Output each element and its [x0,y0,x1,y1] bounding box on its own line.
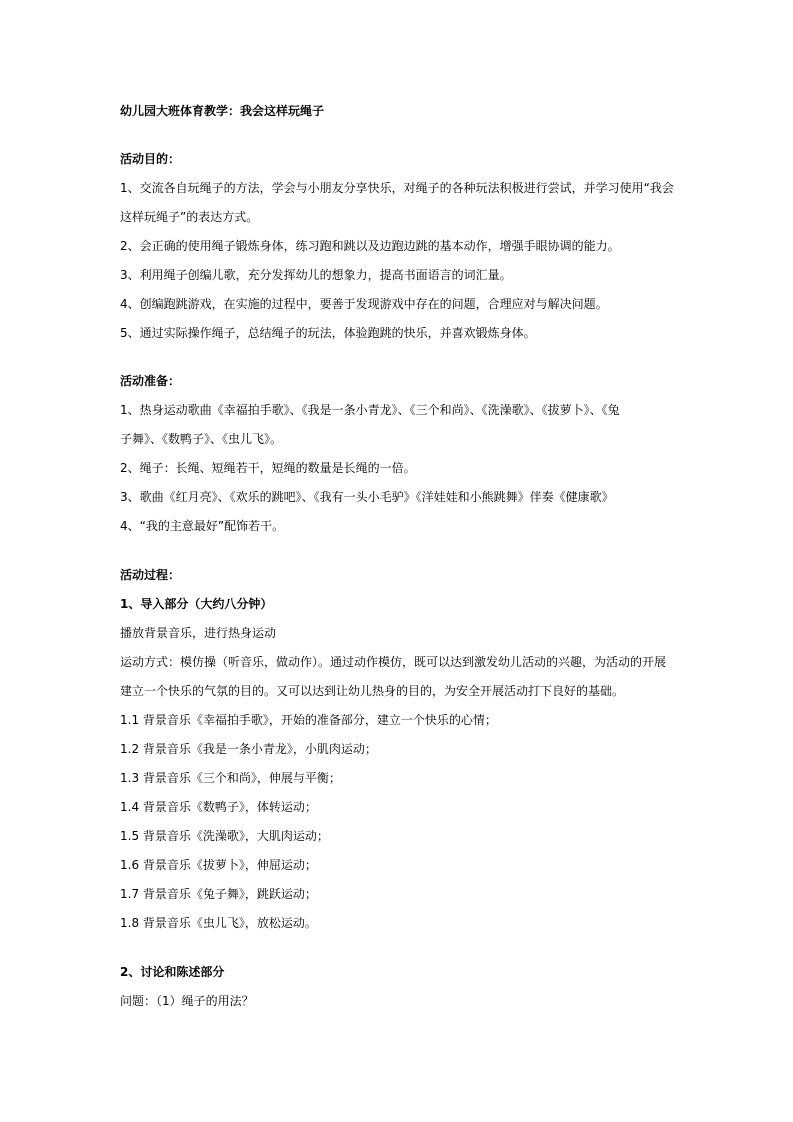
goals-item: 2、会正确的使用绳子锻炼身体，练习跑和跳以及边跑边跳的基本动作，增强手眼协调的能力。 [120,239,620,253]
goals-item: 这样玩绳子”的表达方式。 [120,210,259,224]
part1-line: 播放背景音乐，进行热身运动 [120,626,277,640]
prep-item: 3、歌曲《红月亮》、《欢乐的跳吧》、《我有一头小毛驴》《洋娃娃和小熊跳舞》伴奏《健康歌》 [120,490,614,504]
part2-line: 问题：（1）绳子的用法？ [120,994,254,1008]
prep-heading: 活动准备： [120,374,181,388]
goals-item: 3、利用绳子创编儿歌，充分发挥幼儿的想象力，提高书面语言的词汇量。 [120,268,512,282]
part1-heading: 1、导入部分（大约八分钟） [120,597,273,611]
process-heading: 活动过程： [120,568,181,582]
part1-line: 1.7 背景音乐《兔子舞》，跳跃运动； [120,887,317,901]
goals-item: 4、创编跑跳游戏，在实施的过程中，要善于发现游戏中存在的问题，合理应对与解决问题。 [120,297,608,311]
document-title: 幼儿园大班体育教学：我会这样玩绳子 [120,104,325,118]
part1-line: 1.1 背景音乐《幸福拍手歌》，开始的准备部分，建立一个快乐的心情； [120,713,497,727]
goals-heading: 活动目的： [120,152,181,166]
prep-item: 1、热身运动歌曲《幸福拍手歌》、《我是一条小青龙》、《三个和尚》、《洗澡歌》、《拔萝卜》、《兔 [120,403,620,417]
part1-line: 运动方式：模仿操（听音乐，做动作）。通过动作模仿，既可以达到激发幼儿活动的兴趣，为活动的开展 [120,655,667,669]
prep-item: 4、“我的主意最好”配饰若干。 [120,519,285,533]
part1-line: 1.3 背景音乐《三个和尚》，伸展与平衡； [120,771,341,785]
prep-item: 2、绳子：长绳、短绳若干，短绳的数量是长绳的一倍。 [120,461,416,475]
part1-line: 1.2 背景音乐《我是一条小青龙》，小肌肉运动； [120,742,377,756]
prep-item: 子舞》、《数鸭子》、《虫儿飞》。 [120,432,283,446]
part1-line: 建立一个快乐的气氛的目的。又可以达到让幼儿热身的目的，为安全开展活动打下良好的基础。 [120,684,625,698]
part1-line: 1.4 背景音乐《数鸭子》，体转运动； [120,800,317,814]
part2-heading: 2、讨论和陈述部分 [120,965,225,979]
part1-line: 1.5 背景音乐《洗澡歌》，大肌肉运动； [120,829,329,843]
part1-line: 1.6 背景音乐《拔萝卜》，伸屈运动； [120,858,317,872]
goals-item: 1、交流各自玩绳子的方法，学会与小朋友分享快乐，对绳子的各种玩法积极进行尝试，并学习使用“我会 [120,181,674,195]
part1-line: 1.8 背景音乐《虫儿飞》，放松运动。 [120,916,317,930]
goals-item: 5、通过实际操作绳子，总结绳子的玩法，体验跑跳的快乐，并喜欢锻炼身体。 [120,326,536,340]
